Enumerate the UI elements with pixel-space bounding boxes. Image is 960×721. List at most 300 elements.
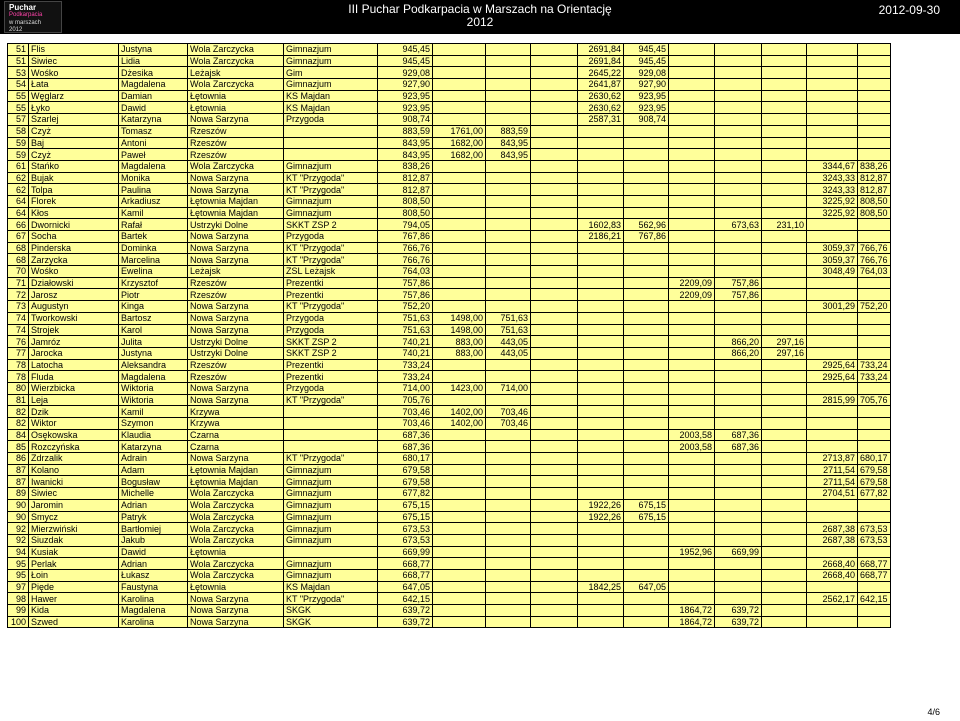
table-cell (715, 569, 762, 581)
table-cell (858, 382, 891, 394)
table-cell (715, 476, 762, 488)
table-cell (624, 242, 669, 254)
table-cell: 3225,92 (807, 207, 858, 219)
table-cell (669, 371, 715, 383)
table-cell: Katarzyna (119, 441, 188, 453)
table-cell (433, 464, 486, 476)
table-cell (433, 67, 486, 79)
table-cell: Gimnazjum (284, 534, 378, 546)
table-cell (624, 476, 669, 488)
table-cell (715, 125, 762, 137)
table-cell: 751,63 (378, 324, 433, 336)
table-cell: Rzeszów (188, 149, 284, 161)
table-cell (669, 67, 715, 79)
table-cell: 843,95 (378, 137, 433, 149)
table-cell: Rafał (119, 219, 188, 231)
logo-text-2: Podkarpacia (9, 12, 43, 18)
table-cell (807, 67, 858, 79)
table-cell (578, 616, 624, 628)
table-cell: Kamil (119, 207, 188, 219)
table-row (8, 418, 891, 430)
table-cell: Łętownia (188, 581, 284, 593)
table-cell: Karolina (119, 593, 188, 605)
table-cell (669, 569, 715, 581)
table-cell (715, 207, 762, 219)
table-cell: 927,90 (624, 79, 669, 91)
table-cell (531, 114, 578, 126)
table-cell (807, 114, 858, 126)
table-cell: Adrain (119, 453, 188, 465)
table-cell (433, 114, 486, 126)
table-row (8, 593, 891, 605)
table-cell: 82 (8, 406, 29, 418)
table-cell: Czyż (29, 149, 119, 161)
table-cell (807, 324, 858, 336)
table-cell: Czyż (29, 125, 119, 137)
table-cell: Rzeszów (188, 277, 284, 289)
table-cell (433, 616, 486, 628)
table-cell (486, 160, 531, 172)
table-cell: Monika (119, 172, 188, 184)
table-cell (578, 172, 624, 184)
table-cell: Nowa Sarzyna (188, 605, 284, 617)
table-cell (578, 359, 624, 371)
table-cell (578, 242, 624, 254)
table-cell: Tolpa (29, 184, 119, 196)
table-cell (486, 102, 531, 114)
table-cell: 740,21 (378, 336, 433, 348)
table-cell: 673,53 (858, 534, 891, 546)
table-cell: 92 (8, 523, 29, 535)
table-cell (433, 277, 486, 289)
table-cell (858, 441, 891, 453)
table-cell (858, 125, 891, 137)
table-cell (715, 406, 762, 418)
table-cell: Tomasz (119, 125, 188, 137)
table-cell (807, 441, 858, 453)
table-cell: Adam (119, 464, 188, 476)
table-cell: 838,26 (378, 160, 433, 172)
table-cell (531, 231, 578, 243)
table-cell (715, 324, 762, 336)
table-cell: 2668,40 (807, 558, 858, 570)
table-cell (858, 511, 891, 523)
table-cell (531, 616, 578, 628)
table-cell: Łętownia Majdan (188, 195, 284, 207)
table-cell: 1602,83 (578, 219, 624, 231)
table-cell (531, 464, 578, 476)
table-cell: 679,58 (378, 464, 433, 476)
table-cell: 812,87 (378, 172, 433, 184)
table-cell: Nowa Sarzyna (188, 231, 284, 243)
table-cell (486, 581, 531, 593)
table-cell (624, 593, 669, 605)
table-cell (531, 90, 578, 102)
table-cell (669, 266, 715, 278)
title-text: III Puchar Podkarpacia w Marszach na Orientację (348, 2, 612, 16)
table-cell: 73 (8, 301, 29, 313)
page-title (0, 3, 960, 29)
table-cell: Prezentki (284, 359, 378, 371)
table-cell (486, 546, 531, 558)
table-cell (715, 55, 762, 67)
table-cell: Nowa Sarzyna (188, 301, 284, 313)
table-cell (433, 546, 486, 558)
table-cell (715, 195, 762, 207)
table-cell: Wola Zarczycka (188, 488, 284, 500)
table-row (8, 277, 891, 289)
table-cell (858, 55, 891, 67)
table-cell: Zdrzalik (29, 453, 119, 465)
logo-text-4: 2012 (9, 27, 23, 33)
table-cell: 3001,29 (807, 301, 858, 313)
table-cell: 866,20 (715, 347, 762, 359)
table-cell: 766,76 (378, 254, 433, 266)
table-cell (762, 429, 807, 441)
table-cell (578, 429, 624, 441)
table-row (8, 605, 891, 617)
table-cell: Adrian (119, 558, 188, 570)
table-cell (669, 488, 715, 500)
table-cell (669, 125, 715, 137)
table-cell (807, 581, 858, 593)
table-cell (858, 605, 891, 617)
table-cell (531, 172, 578, 184)
table-row (8, 184, 891, 196)
table-cell (624, 558, 669, 570)
table-cell (858, 79, 891, 91)
table-cell: 687,36 (715, 429, 762, 441)
table-cell (578, 324, 624, 336)
table-cell: Baj (29, 137, 119, 149)
table-cell (531, 359, 578, 371)
table-cell (669, 581, 715, 593)
table-cell (578, 266, 624, 278)
table-cell: Paulina (119, 184, 188, 196)
table-row (8, 441, 891, 453)
table-cell: 2925,64 (807, 371, 858, 383)
table-cell (433, 499, 486, 511)
table-cell (531, 312, 578, 324)
table-cell (531, 605, 578, 617)
table-cell (433, 488, 486, 500)
table-cell: 714,00 (378, 382, 433, 394)
table-cell (578, 534, 624, 546)
table-row (8, 79, 891, 91)
table-cell (715, 371, 762, 383)
table-cell: Krzywa (188, 406, 284, 418)
table-cell (578, 546, 624, 558)
table-row (8, 382, 891, 394)
table-cell (762, 406, 807, 418)
table-cell: Przygoda (284, 382, 378, 394)
table-cell: Jarosz (29, 289, 119, 301)
table-cell (531, 382, 578, 394)
table-cell: 766,76 (858, 254, 891, 266)
table-cell (669, 90, 715, 102)
table-cell (624, 523, 669, 535)
table-cell: 673,53 (378, 523, 433, 535)
table-cell: 87 (8, 476, 29, 488)
table-cell (578, 488, 624, 500)
table-cell: 71 (8, 277, 29, 289)
table-cell: 100 (8, 616, 29, 628)
table-cell (433, 254, 486, 266)
table-cell (578, 382, 624, 394)
table-cell: Wośko (29, 67, 119, 79)
table-cell (858, 277, 891, 289)
table-cell (669, 464, 715, 476)
table-row (8, 219, 891, 231)
table-cell (669, 359, 715, 371)
table-cell (531, 149, 578, 161)
table-cell: 59 (8, 137, 29, 149)
table-cell: Justyna (119, 44, 188, 56)
table-cell: Krzysztof (119, 277, 188, 289)
table-cell: Gimnazjum (284, 79, 378, 91)
table-cell: 639,72 (715, 616, 762, 628)
table-cell: Nowa Sarzyna (188, 324, 284, 336)
table-cell (578, 336, 624, 348)
table-cell: 1864,72 (669, 605, 715, 617)
table-cell: Wola Zarczycka (188, 534, 284, 546)
table-cell: 72 (8, 289, 29, 301)
table-cell: Wośko (29, 266, 119, 278)
table-row (8, 546, 891, 558)
table-cell (762, 102, 807, 114)
table-cell: 76 (8, 336, 29, 348)
table-cell: 3243,33 (807, 172, 858, 184)
table-row (8, 429, 891, 441)
table-cell: 766,76 (378, 242, 433, 254)
table-cell (531, 499, 578, 511)
table-cell: Dżesika (119, 67, 188, 79)
table-cell: 812,87 (378, 184, 433, 196)
table-cell: Augustyn (29, 301, 119, 313)
table-cell (762, 312, 807, 324)
table-cell (669, 79, 715, 91)
table-row (8, 371, 891, 383)
table-cell (624, 453, 669, 465)
table-cell: Nowa Sarzyna (188, 453, 284, 465)
table-cell (531, 394, 578, 406)
table-cell (433, 55, 486, 67)
table-cell: 97 (8, 581, 29, 593)
table-cell (578, 523, 624, 535)
table-cell (858, 137, 891, 149)
table-cell (715, 266, 762, 278)
table-cell (715, 44, 762, 56)
table-cell (531, 511, 578, 523)
table-cell: 2925,64 (807, 359, 858, 371)
table-cell: Łętownia (188, 102, 284, 114)
table-cell (624, 418, 669, 430)
table-cell (762, 394, 807, 406)
title-year: 2012 (466, 15, 494, 29)
table-cell: Kamil (119, 406, 188, 418)
table-cell (669, 55, 715, 67)
table-cell (578, 406, 624, 418)
table-cell: 2668,40 (807, 569, 858, 581)
table-cell (762, 90, 807, 102)
table-cell (807, 137, 858, 149)
table-cell: Justyna (119, 347, 188, 359)
table-cell (486, 242, 531, 254)
table-cell: 2587,31 (578, 114, 624, 126)
table-cell (762, 195, 807, 207)
table-cell (486, 79, 531, 91)
table-cell: Pięde (29, 581, 119, 593)
table-cell: 680,17 (378, 453, 433, 465)
table-cell: Bartek (119, 231, 188, 243)
table-cell (807, 382, 858, 394)
table-cell: Przygoda (284, 114, 378, 126)
table-cell: 733,24 (378, 359, 433, 371)
table-cell: Magdalena (119, 371, 188, 383)
table-cell (578, 289, 624, 301)
table-row (8, 347, 891, 359)
table-cell (433, 289, 486, 301)
table-cell: 1842,25 (578, 581, 624, 593)
table-cell: 883,59 (378, 125, 433, 137)
table-cell: Faustyna (119, 581, 188, 593)
table-cell: Łętownia Majdan (188, 476, 284, 488)
table-cell (762, 125, 807, 137)
table-cell: Magdalena (119, 605, 188, 617)
table-cell (486, 429, 531, 441)
table-cell: KT "Przygoda" (284, 301, 378, 313)
table-cell: 668,77 (378, 569, 433, 581)
table-cell: Hawer (29, 593, 119, 605)
table-cell (669, 195, 715, 207)
table-cell: Mierzwiński (29, 523, 119, 535)
table-cell (284, 546, 378, 558)
table-cell (433, 371, 486, 383)
table-cell (762, 184, 807, 196)
table-cell: 677,82 (858, 488, 891, 500)
table-cell: Perlak (29, 558, 119, 570)
table-cell (578, 137, 624, 149)
table-cell: 1402,00 (433, 406, 486, 418)
table-cell (858, 289, 891, 301)
table-cell: 883,00 (433, 347, 486, 359)
table-cell: 740,21 (378, 347, 433, 359)
table-cell (762, 207, 807, 219)
table-cell (486, 441, 531, 453)
table-cell: Magdalena (119, 79, 188, 91)
table-cell (858, 102, 891, 114)
table-cell: 90 (8, 511, 29, 523)
table-cell: Ustrzyki Dolne (188, 347, 284, 359)
table-cell: 757,86 (715, 277, 762, 289)
table-cell: 808,50 (858, 207, 891, 219)
table-cell: Gimnazjum (284, 558, 378, 570)
table-cell: Kłos (29, 207, 119, 219)
table-cell: 66 (8, 219, 29, 231)
table-cell (624, 312, 669, 324)
table-row (8, 242, 891, 254)
table-cell (669, 219, 715, 231)
table-cell: 2691,84 (578, 55, 624, 67)
table-cell (669, 418, 715, 430)
table-cell: Kolano (29, 464, 119, 476)
table-cell (715, 160, 762, 172)
table-cell (624, 277, 669, 289)
table-cell: Karol (119, 324, 188, 336)
table-cell: Gimnazjum (284, 207, 378, 219)
table-cell: 767,86 (378, 231, 433, 243)
table-cell (624, 195, 669, 207)
table-cell (284, 418, 378, 430)
table-cell: Strojek (29, 324, 119, 336)
table-cell: 2691,84 (578, 44, 624, 56)
table-cell (624, 394, 669, 406)
table-cell (807, 499, 858, 511)
table-cell (486, 511, 531, 523)
table-cell: KT "Przygoda" (284, 593, 378, 605)
table-cell (578, 277, 624, 289)
table-cell: 843,95 (486, 149, 531, 161)
table-cell (531, 289, 578, 301)
table-cell: 2186,21 (578, 231, 624, 243)
table-cell (433, 605, 486, 617)
table-cell: 764,03 (858, 266, 891, 278)
table-row (8, 207, 891, 219)
table-cell: 231,10 (762, 219, 807, 231)
table-cell (486, 231, 531, 243)
table-cell: Czarna (188, 429, 284, 441)
table-cell: Aleksandra (119, 359, 188, 371)
table-cell: Bogusław (119, 476, 188, 488)
table-cell: 85 (8, 441, 29, 453)
table-cell: 89 (8, 488, 29, 500)
table-cell: Nowa Sarzyna (188, 114, 284, 126)
table-cell: 945,45 (624, 44, 669, 56)
table-cell: 675,15 (624, 511, 669, 523)
table-cell: Siuzdak (29, 534, 119, 546)
table-cell: 2209,09 (669, 277, 715, 289)
table-cell (715, 102, 762, 114)
table-cell (807, 289, 858, 301)
table-cell: Iwanicki (29, 476, 119, 488)
table-cell (486, 114, 531, 126)
table-cell (531, 44, 578, 56)
table-cell (433, 44, 486, 56)
table-cell: 703,46 (378, 406, 433, 418)
table-cell (669, 242, 715, 254)
table-cell: Wiktor (29, 418, 119, 430)
table-cell (578, 441, 624, 453)
table-cell: 2815,99 (807, 394, 858, 406)
table-cell (624, 184, 669, 196)
table-cell: 57 (8, 114, 29, 126)
table-cell (531, 195, 578, 207)
table-cell: 74 (8, 312, 29, 324)
table-cell: KS Majdan (284, 90, 378, 102)
table-cell: 74 (8, 324, 29, 336)
table-cell: SKKT ZSP 2 (284, 219, 378, 231)
table-row (8, 558, 891, 570)
table-cell: 752,20 (858, 301, 891, 313)
table-cell (669, 137, 715, 149)
table-cell (531, 125, 578, 137)
table-cell: 2713,87 (807, 453, 858, 465)
table-cell: Kida (29, 605, 119, 617)
table-cell (531, 266, 578, 278)
table-cell: 679,58 (858, 476, 891, 488)
table-cell: Szarlej (29, 114, 119, 126)
table-cell: KT "Przygoda" (284, 184, 378, 196)
